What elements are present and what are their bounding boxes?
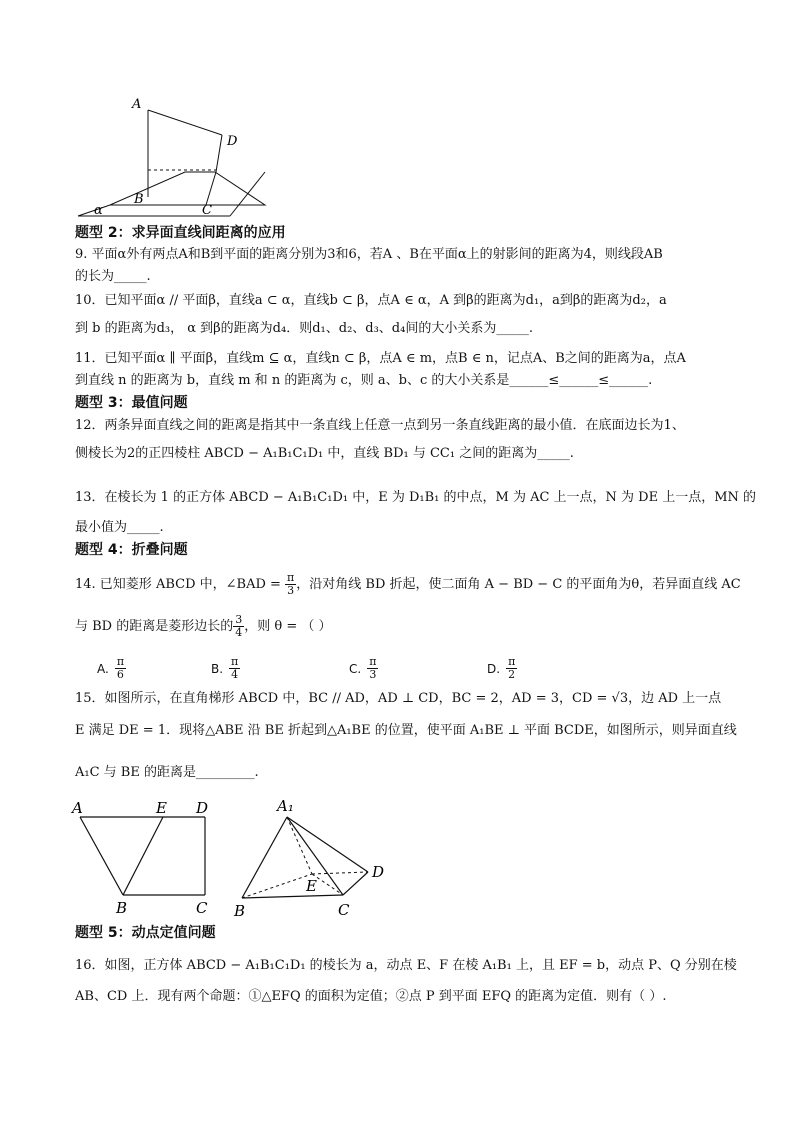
- question-14-line-2: [75, 614, 725, 639]
- frac-denominator: 2: [508, 668, 516, 681]
- hidden-edge-be: [242, 874, 312, 898]
- section-heading-5: 题型 5：动点定值问题: [75, 925, 216, 941]
- question-10-line-2: 到 b 的距离为d₃， α 到β的距离为d₄．则d₁、d₂、d₃、d₄间的大小关系为_____.: [75, 321, 533, 336]
- fraction-three-quarters: [233, 614, 244, 639]
- question-15-line-2: E 满足 DE = 1．现将△ABE 沿 BE 折起到△A₁BE 的位置，使平面 A₁BE ⊥ 平面 BCDE，如图所示，则异面直线: [75, 723, 737, 738]
- fraction-pi-over-3: [285, 572, 296, 597]
- label-e: E: [306, 877, 317, 895]
- label-c: C: [338, 901, 350, 919]
- q14-text-b: ，沿对角线 BD 折起，使二面角 A − BD − C 的平面角为θ，若异面直线 AC: [296, 577, 741, 592]
- question-9-line-2: 的长为_____.: [75, 269, 151, 284]
- segment-ad: [148, 110, 222, 135]
- question-14-line-1: [75, 571, 741, 597]
- frac-denominator: 4: [231, 668, 239, 681]
- edge-bc: [242, 895, 343, 898]
- question-16-line-1: 16．如图，正方体 ABCD − A₁B₁C₁D₁ 的棱长为 a，动点 E、F 在棱 A₁B₁ 上，且 EF = b，动点 P、Q 分别在棱: [75, 958, 737, 973]
- figure-right-trapezoid: [68, 795, 228, 920]
- frac-numerator: π: [369, 655, 377, 668]
- option-label: B.: [211, 661, 224, 676]
- label-d: D: [227, 134, 238, 149]
- label-c: C: [196, 899, 208, 917]
- frac-denominator: 3: [369, 668, 377, 681]
- option-label: A.: [97, 661, 109, 676]
- frac-numerator: 3: [235, 613, 243, 626]
- q14-text-d: ，则 θ = （ ）: [244, 619, 332, 634]
- segment-dc-lower: [206, 172, 216, 205]
- question-12-line-2: 侧棱长为2的正四棱柱 ABCD − A₁B₁C₁D₁ 中，直线 BD₁ 与 CC₁ 之间的距离为_____.: [75, 446, 574, 461]
- label-d: D: [196, 799, 209, 817]
- option-b[interactable]: [211, 656, 240, 681]
- label-b: B: [134, 192, 144, 207]
- question-11-line-1: 11．已知平面α ∥ 平面β，直线m ⊆ α，直线n ⊂ β，点A ∈ m，点B ∈ n，记点A、B之间的距离为a，点A: [75, 351, 686, 366]
- label-e: E: [156, 799, 167, 817]
- question-11-line-2: 到直线 n 的距离为 b，直线 m 和 n 的距离为 c，则 a、b、c 的大小关系是______≤______≤______.: [75, 373, 653, 388]
- label-alpha: α: [94, 203, 103, 218]
- label-a: A: [132, 97, 142, 112]
- section-heading-2: 题型 2：求异面直线间距离的应用: [75, 225, 286, 241]
- frac-numerator: π: [287, 571, 295, 584]
- question-9-line-1: 9. 平面α外有两点A和B到平面的距离分别为3和6，若A 、B在平面α上的射影间的距离为4，则线段AB: [75, 247, 663, 262]
- option-d[interactable]: [487, 656, 517, 681]
- option-label: C.: [349, 661, 362, 676]
- option-fraction: [367, 656, 378, 681]
- option-fraction: [115, 656, 126, 681]
- edge-be: [123, 817, 163, 895]
- option-fraction: [229, 656, 240, 681]
- option-fraction: [506, 656, 517, 681]
- frac-denominator: 4: [235, 626, 243, 639]
- label-d: D: [372, 863, 385, 881]
- question-10-line-1: 10．已知平面α // 平面β，直线a ⊂ α，直线b ⊂ β，点A ∈ α，A 到β的距离为d₁，a到β的距离为d₂，a: [75, 293, 667, 308]
- figure-plane-quadrilateral: [70, 90, 280, 220]
- question-12-line-1: 12．两条异面直线之间的距离是指其中一条直线上任意一点到另一条直线距离的最小值．在底面边长为1、: [75, 418, 685, 433]
- q14-text-a: 14. 已知菱形 ABCD 中，∠BAD =: [75, 577, 286, 592]
- label-b: B: [116, 899, 128, 917]
- hidden-edge-ed: [312, 872, 368, 874]
- option-c[interactable]: [349, 656, 378, 681]
- frac-denominator: 6: [116, 668, 124, 681]
- section-heading-3: 题型 3：最值问题: [75, 395, 188, 411]
- section-heading-4: 题型 4：折叠问题: [75, 542, 188, 558]
- label-a1: A₁: [277, 797, 294, 815]
- segment-dc-upper: [216, 135, 222, 172]
- plane-edge: [230, 172, 265, 216]
- question-13-line-1: 13．在棱长为 1 的正方体 ABCD − A₁B₁C₁D₁ 中，E 为 D₁B₁ 的中点，M 为 AC 上一点，N 为 DE 上一点，MN 的: [75, 490, 757, 505]
- figure-folded-pyramid: [230, 795, 400, 925]
- option-a[interactable]: [97, 656, 126, 681]
- frac-denominator: 3: [287, 584, 295, 597]
- question-15-line-1: 15．如图所示，在直角梯形 ABCD 中，BC // AD，AD ⊥ CD，BC = 2，AD = 3，CD = √3，边 AD 上一点: [75, 691, 722, 706]
- option-label: D.: [487, 661, 501, 676]
- question-15-line-3: A₁C 与 BE 的距离是_________.: [75, 765, 259, 780]
- frac-numerator: π: [116, 655, 125, 668]
- question-13-line-2: 最小值为_____.: [75, 520, 164, 535]
- edge-cd: [343, 872, 368, 895]
- edge-ba: [80, 817, 123, 895]
- frac-numerator: π: [508, 655, 516, 668]
- edge-a1b: [242, 817, 287, 898]
- frac-numerator: π: [231, 655, 239, 668]
- label-b: B: [234, 902, 246, 920]
- label-c: C: [202, 203, 212, 218]
- label-a: A: [72, 799, 83, 817]
- question-16-line-2: AB、CD 上．现有两个命题：①△EFQ 的面积为定值；②点 P 到平面 EFQ 的距离为定值．则有（ ）.: [75, 989, 667, 1004]
- q14-text-c: 与 BD 的距离是菱形边长的: [75, 619, 234, 634]
